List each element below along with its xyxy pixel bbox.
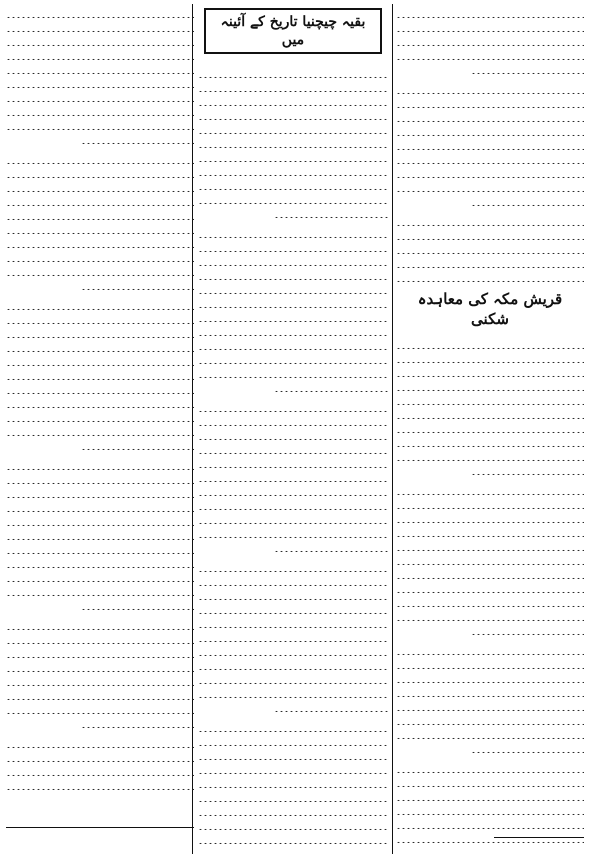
- section-headline-chechnya: بقیہ چیچنیا تاریخ کے آئینہ میں: [204, 8, 382, 54]
- column-left: [6, 4, 194, 854]
- middle-column-text: [198, 64, 388, 844]
- column-right: [396, 4, 584, 854]
- column-middle: [198, 4, 388, 854]
- right-column-lower-text: [396, 335, 584, 843]
- right-column-upper-text: [396, 4, 584, 282]
- left-column-footer: [6, 827, 194, 852]
- continuation-note: [494, 837, 584, 852]
- left-column-text: [6, 4, 194, 790]
- column-rule-right: [392, 4, 393, 854]
- section-headline-quraish: قریش مکہ کی معاہدہ شکنی: [417, 290, 563, 328]
